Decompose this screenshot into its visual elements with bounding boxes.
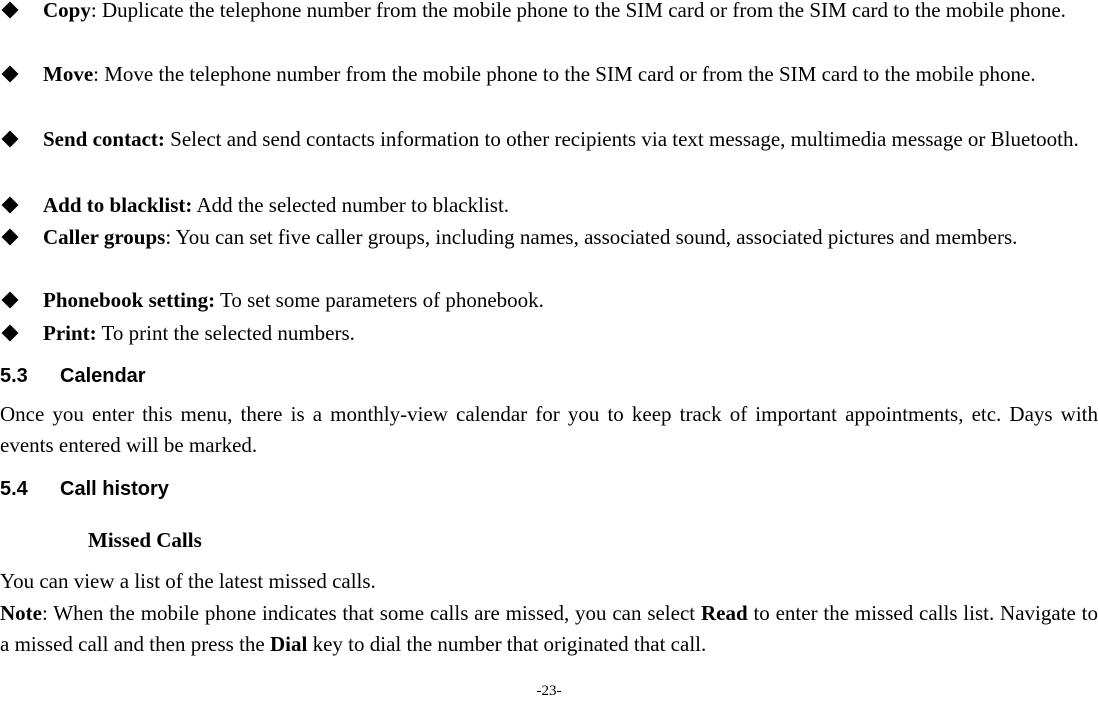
note-text-2: to enter the missed calls list. Navigate to a missed call and then press the (0, 601, 1098, 656)
bullet-add-to-blacklist (0, 190, 1098, 221)
page-number: -23- (536, 683, 562, 699)
note-text-1: : When the mobile phone indicates that some calls are missed, you can select (41, 601, 701, 625)
section-title: Call history (60, 478, 169, 500)
bullet-text: : You can set five caller groups, including names, associated sound, associated pictures and members. (165, 225, 1018, 249)
section-title: Calendar (60, 365, 146, 387)
bullet-move (0, 59, 1098, 90)
dial-key-label: Dial (270, 632, 308, 656)
diamond-bullet-icon (2, 2, 19, 19)
calendar-paragraph: Once you enter this menu, there is a monthly-view calendar for you to keep track of important appointments, etc. Days with events entered will be marked. (0, 402, 1098, 457)
diamond-bullet-icon (2, 229, 19, 246)
missed-calls-heading: Missed Calls (88, 528, 202, 552)
section-number: 5.3 (0, 365, 28, 387)
bullet-text: : Duplicate the telephone number from the mobile phone to the SIM card or from the SIM card to the mobile phone. (90, 0, 1066, 22)
note-text-3: key to dial the number that originated that call. (307, 632, 707, 656)
diamond-bullet-icon (2, 325, 19, 342)
bullet-term: Print: (43, 321, 97, 345)
bullet-term: Send contact: (43, 127, 165, 151)
diamond-bullet-icon (2, 197, 19, 214)
bullet-text: Select and send contacts information to other recipients via text message, multimedia message or Bluetooth. (164, 127, 1079, 151)
missed-calls-paragraph: You can view a list of the latest missed calls. (0, 569, 376, 593)
bullet-term: Copy (43, 0, 91, 22)
bullet-print (0, 318, 1098, 349)
note-label: Note (0, 601, 42, 625)
bullet-term: Add to blacklist: (43, 193, 193, 217)
bullet-text: Add the selected number to blacklist. (192, 193, 510, 217)
bullet-term: Phonebook setting: (43, 288, 216, 312)
note-paragraph (0, 598, 1098, 660)
bullet-term: Move (43, 62, 94, 86)
bullet-caller-groups (0, 222, 1098, 253)
bullet-text: : Move the telephone number from the mobile phone to the SIM card or from the SIM card to the mobile phone. (93, 62, 1036, 86)
read-key-label: Read (700, 601, 748, 625)
bullet-copy (0, 0, 1098, 26)
bullet-text: To set some parameters of phonebook. (215, 288, 544, 312)
diamond-bullet-icon (2, 131, 19, 148)
diamond-bullet-icon (2, 292, 19, 309)
bullet-send-contact (0, 124, 1098, 155)
bullet-text: To print the selected numbers. (96, 321, 355, 345)
bullet-term: Caller groups (43, 225, 166, 249)
section-heading-call-history (0, 477, 169, 501)
diamond-bullet-icon (2, 66, 19, 83)
section-heading-calendar (0, 364, 146, 388)
section-number: 5.4 (0, 478, 28, 500)
bullet-phonebook-setting (0, 285, 1098, 316)
